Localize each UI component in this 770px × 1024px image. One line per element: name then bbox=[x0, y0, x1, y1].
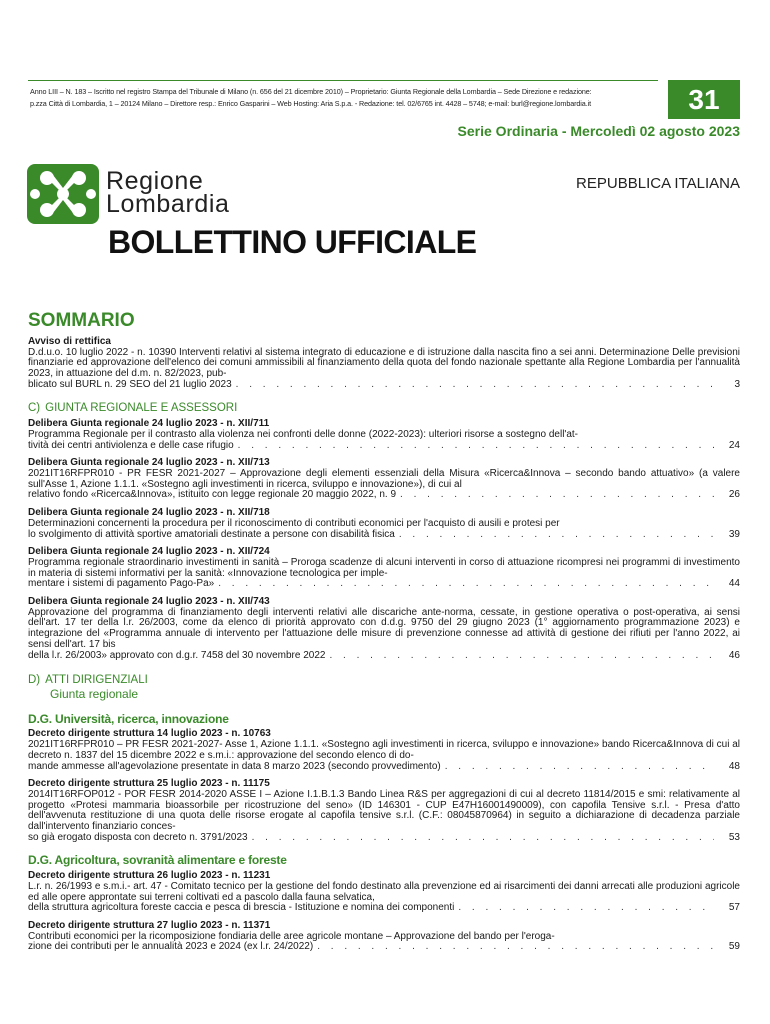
toc-entry-lastline: lo svolgimento di attività sportive amatoriali destinate a persone con disabilità fisica bbox=[28, 528, 395, 540]
toc-entry-text: Approvazione del programma di finanziamento degli interventi relativi alle discariche ante-norma, cessate, in gestione operativa o post-operativa, ai sensi dell'art. 17 ter della l.r. 26/2003, come da elenco di priorità approvato con d.d.g. 9750 del 29 giugno 2023 (1° aggiornamento programmazione 2023) e integrazione del «Programma annuale di intervento per l'attuazione delle misure di prevenzione connesse ad attività di gestione dei rifiuti per l'anno 2022, ai sensi dell'art. 17 bis bbox=[28, 606, 740, 650]
section-heading-c bbox=[28, 403, 740, 414]
toc-entry-title: Decreto dirigente struttura 26 luglio 2023 - n. 11231 bbox=[28, 870, 271, 882]
toc-page-number[interactable]: 3 bbox=[734, 378, 740, 390]
page-title: BOLLETTINO UFFICIALE bbox=[108, 224, 477, 260]
toc-entry-lastline: della l.r. 26/2003» approvato con d.g.r. 7458 del 30 novembre 2022 bbox=[28, 649, 326, 661]
toc-entry-text: Programma regionale straordinario investimenti in sanità – Proroga scadenze di alcuni interventi in corso di attuazione ricompresi nei programmi di investimento in materia di sistemi informativi per la sanità: «Innovazione tecnologica per imple- bbox=[28, 556, 740, 579]
logo-word-regione: Regione bbox=[106, 167, 204, 195]
toc-entry-title: Decreto dirigente struttura 25 luglio 2023 - n. 11175 bbox=[28, 778, 270, 790]
logo-wordmark bbox=[106, 167, 230, 218]
toc-page-number[interactable]: 48 bbox=[728, 760, 740, 772]
toc-entry[interactable] bbox=[28, 921, 740, 953]
header-meta-line: p.zza Città di Lombardia, 1 – 20124 Milano – Direttore resp.: Enrico Gasparini – Web Hosting: Aria S.p.a. - Redazione: tel. 02/6765 int. 4428 – 5748; e-mail: burl@regione.lombardia.it bbox=[30, 99, 591, 108]
toc-entry[interactable] bbox=[28, 597, 740, 661]
toc-entry-lastline: so già erogato disposta con decreto n. 3791/2023 bbox=[28, 831, 248, 843]
toc-entry-text: Determinazioni concernenti la procedura per il riconoscimento di contributi economici per l'acquisto di ausili e protesi per bbox=[28, 517, 560, 529]
leader-dots bbox=[317, 942, 714, 953]
toc-entry-text: Contributi economici per la ricomposizione fondiaria delle aree agricole montane – Approvazione del bando per l'eroga- bbox=[28, 930, 555, 942]
toc-page-number[interactable]: 57 bbox=[728, 902, 740, 914]
toc-entry-lastline: zione dei contributi per le annualità 2023 e 2024 (ex l.r. 24/2022) bbox=[28, 941, 314, 953]
toc-entry-lastline: mande ammesse all'agevolazione presentate in data 8 marzo 2023 (secondo provvedimento) bbox=[28, 760, 441, 772]
leader-dots bbox=[445, 762, 714, 773]
toc-entry[interactable] bbox=[28, 337, 740, 391]
sommario-content bbox=[28, 337, 740, 960]
toc-entry[interactable] bbox=[28, 419, 740, 451]
toc-entry-text: D.d.u.o. 10 luglio 2022 - n. 10390 Interventi relativi al sistema integrato di educazione e di istruzione dalla nascita fino a sei anni. Determinazione Delle previsioni finanziarie ed approvazione dell'elenco dei comuni ammissibili al finanziamento della quota del fondo nazionale spettante alla Regione Lombardia per l'annualità 2023, in attuazione del d.m. n. 82/2023, pub- bbox=[28, 346, 740, 380]
section-subtitle: Giunta regionale bbox=[50, 686, 139, 701]
leader-dots bbox=[329, 651, 714, 662]
toc-entry[interactable] bbox=[28, 508, 740, 540]
sommario-title: SOMMARIO bbox=[28, 310, 135, 331]
toc-entry-lastline: tività dei centri antiviolenza e delle case rifugio bbox=[28, 439, 234, 451]
leader-dots bbox=[400, 490, 714, 501]
toc-entry-title: Avviso di rettifica bbox=[28, 336, 111, 347]
regione-lombardia-logo bbox=[27, 164, 99, 224]
toc-entry-lastline: della struttura agricoltura foreste caccia e pesca di brescia - Istituzione e nomina dei componenti bbox=[28, 902, 455, 914]
toc-entry[interactable] bbox=[28, 779, 740, 843]
toc-entry-lastline: relativo fondo «Ricerca&Innova», istituito con legge regionale 20 maggio 2022, n. 9 bbox=[28, 489, 397, 501]
toc-page-number[interactable]: 26 bbox=[728, 489, 740, 501]
section-letter: D) bbox=[28, 674, 41, 687]
toc-entry-title: Decreto dirigente struttura 27 luglio 2023 - n. 11371 bbox=[28, 919, 271, 931]
toc-entry[interactable] bbox=[28, 458, 740, 501]
toc-page-number[interactable]: 44 bbox=[728, 578, 740, 590]
section-title: GIUNTA REGIONALE E ASSESSORI bbox=[45, 401, 238, 414]
toc-entry-text: L.r. n. 26/1993 e s.m.i.- art. 47 - Comitato tecnico per la gestione del fondo destinato alla prevenzione ed ai risarcimenti dei danni arrecati alle produzioni agricole ed alle opere approntate sui terreni coltivati ed a pascolo dalla fauna selvatica, bbox=[28, 880, 740, 903]
serie-date: Serie Ordinaria - Mercoledì 02 agosto 2023 bbox=[457, 123, 740, 139]
toc-entry-text: 2021IT16RFPR010 – PR FESR 2021-2027- Asse 1, Azione 1.1.1. «Sostegno agli investimenti in ricerca, sviluppo e innovazione» bando Ricerca&Innova di cui al decreto n. 1837 del 15 dicembre 2022 e s.m.i.: approvazione del secondo elenco di do- bbox=[28, 739, 740, 761]
toc-page-number[interactable]: 39 bbox=[728, 528, 740, 540]
toc-page-number[interactable]: 46 bbox=[728, 649, 740, 661]
leader-dots bbox=[252, 833, 714, 844]
toc-entry-lastline: blicato sul BURL n. 29 SEO del 21 luglio 2023 bbox=[28, 378, 232, 390]
toc-entry-title: Delibera Giunta regionale 24 luglio 2023 - n. XII/724 bbox=[28, 546, 270, 558]
header-rule bbox=[28, 80, 658, 81]
toc-entry[interactable] bbox=[28, 547, 740, 590]
header-meta-line: Anno LIII – N. 183 – Iscritto nel registro Stampa del Tribunale di Milano (n. 656 del 21 dicembre 2010) – Proprietario: Giunta Regionale della Lombardia – Sede Direzione e redazione: bbox=[30, 87, 592, 96]
leader-dots bbox=[236, 380, 714, 391]
toc-entry-text: 2021IT16RFPR010 - PR FESR 2021-2027 – Approvazione degli elementi essenziali della Misura «Ricerca&Innova – secondo bando attuativo» (a valere sull'Asse 1, Azione 1.1.1. «Sostegno agli investimenti in ricerca, sviluppo e innovazione»), di cui al bbox=[28, 468, 740, 490]
toc-entry-title: Delibera Giunta regionale 24 luglio 2023 - n. XII/718 bbox=[28, 507, 270, 519]
toc-page-number[interactable]: 59 bbox=[728, 941, 740, 953]
toc-entry[interactable] bbox=[28, 729, 740, 772]
logo-word-lombardia: Lombardia bbox=[106, 190, 230, 218]
section-title: ATTI DIRIGENZIALI bbox=[45, 674, 148, 687]
leader-dots bbox=[399, 530, 714, 541]
toc-entry-title: Delibera Giunta regionale 24 luglio 2023 - n. XII/711 bbox=[28, 418, 270, 430]
repubblica-label: REPUBBLICA ITALIANA bbox=[576, 175, 740, 192]
toc-entry-title: Decreto dirigente struttura 14 luglio 2023 - n. 10763 bbox=[28, 728, 271, 740]
leader-dots bbox=[458, 903, 714, 914]
toc-entry-title: Delibera Giunta regionale 24 luglio 2023 - n. XII/743 bbox=[28, 596, 270, 608]
dg-heading: D.G. Università, ricerca, innovazione bbox=[28, 711, 229, 726]
toc-entry[interactable] bbox=[28, 871, 740, 914]
toc-entry-text: Programma Regionale per il contrasto alla violenza nei confronti delle donne (2022-2023): ulteriori risorse a sostegno dell'at- bbox=[28, 428, 578, 440]
toc-page-number[interactable]: 53 bbox=[728, 831, 740, 843]
toc-entry-text: 2014IT16RFOP012 - POR FESR 2014-2020 ASSE I – Azione I.1.B.1.3 Bando Linea R&S per aggregazioni di cui al decreto 11814/2015 e smi: relativamente al progetto «Protesi mammaria bioassorbile per ricostruzione del seno» (ID 146301 - CUP E47H16001490009), con capofila Tensive s.r.l. - Presa d'atto dell'avvenuta restituzione di una quota delle risorse erogate al capofila tensive s.r.l. (C.F.: 08045870964) in seguito a dichiarazione di decadenza parziale dall'intervento finanziario conces- bbox=[28, 788, 740, 833]
toc-page-number[interactable]: 24 bbox=[728, 439, 740, 451]
section-heading-d bbox=[28, 675, 740, 686]
dg-heading: D.G. Agricoltura, sovranità alimentare e foreste bbox=[28, 853, 287, 868]
toc-entry-title: Delibera Giunta regionale 24 luglio 2023 - n. XII/713 bbox=[28, 457, 270, 469]
issue-number-badge: 31 bbox=[668, 80, 740, 119]
leader-dots bbox=[238, 441, 714, 452]
toc-entry-lastline: mentare i sistemi di pagamento Pago-Pa» bbox=[28, 578, 215, 590]
section-letter: C) bbox=[28, 401, 41, 414]
header-meta bbox=[30, 86, 658, 110]
leader-dots bbox=[218, 579, 714, 590]
